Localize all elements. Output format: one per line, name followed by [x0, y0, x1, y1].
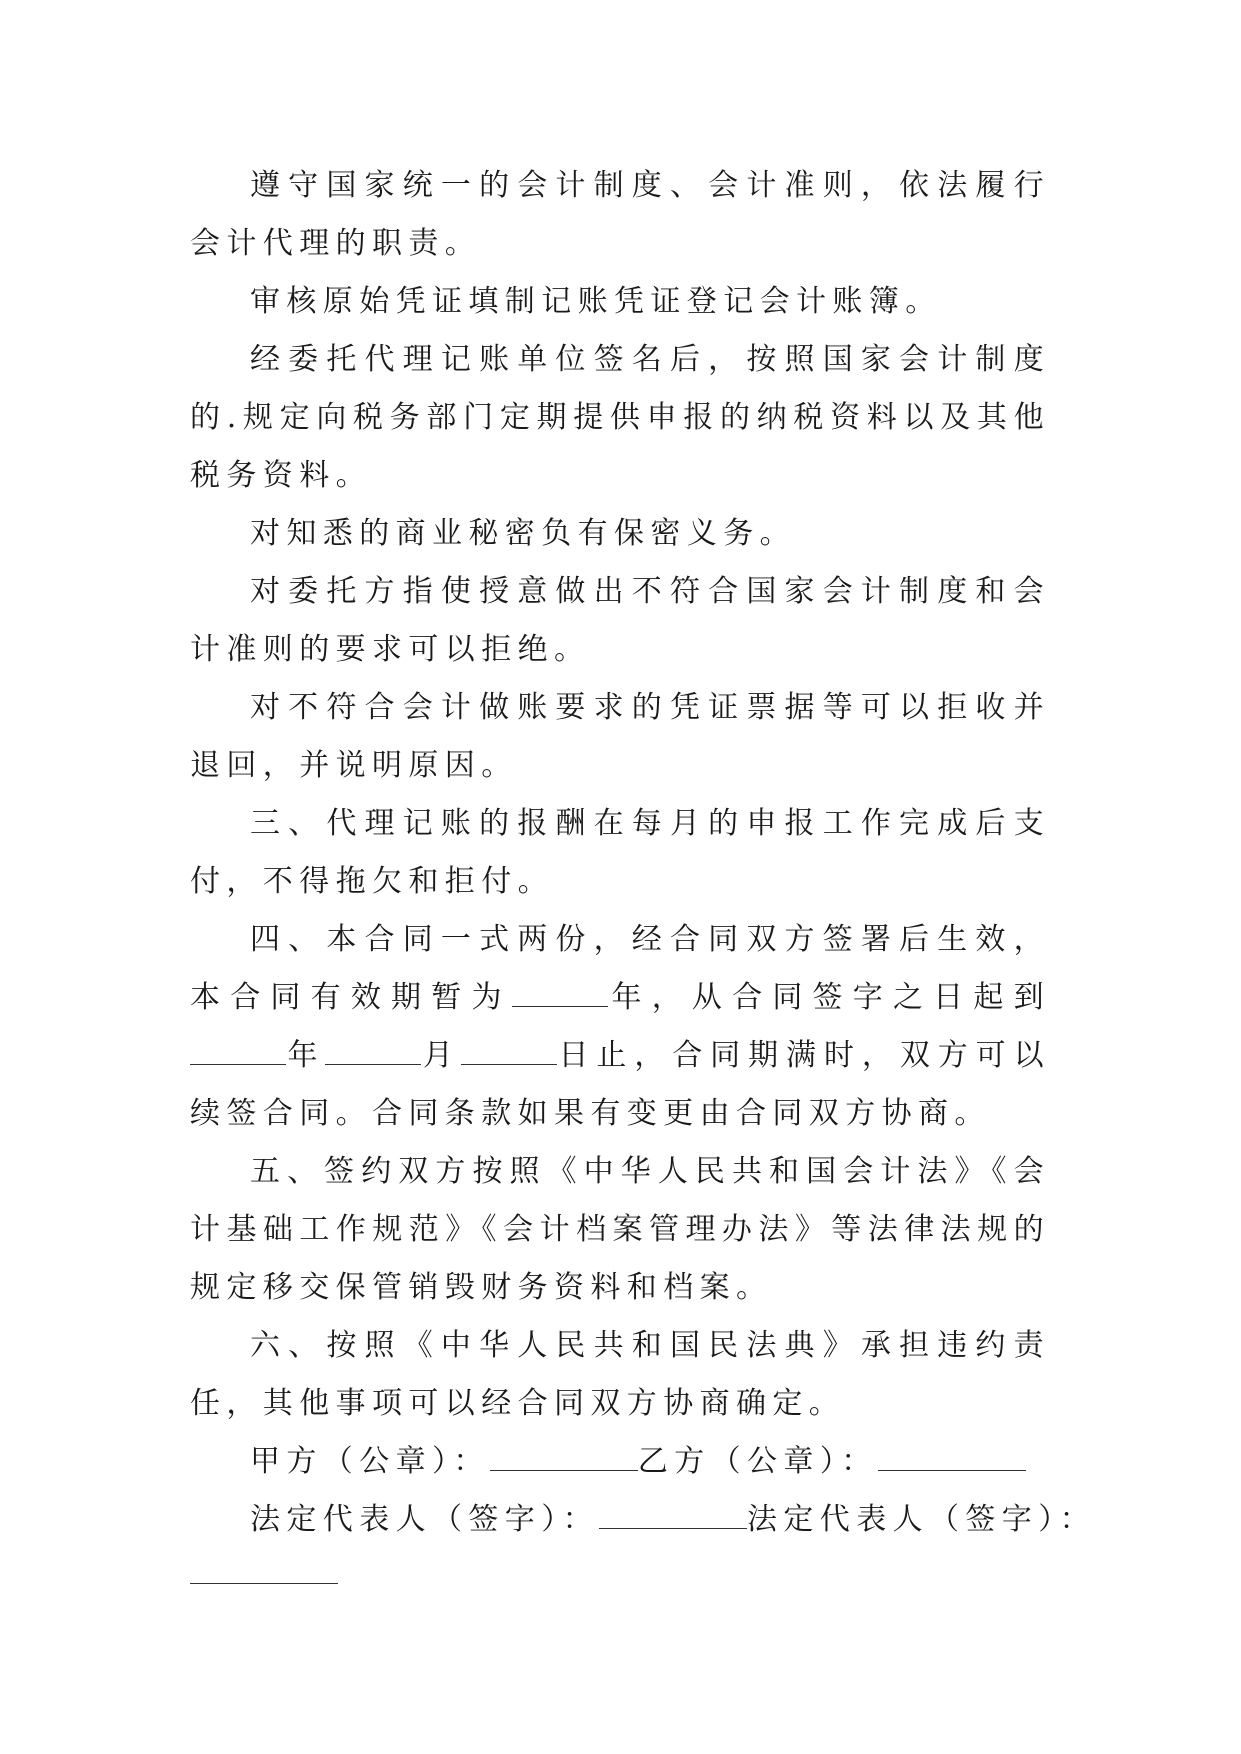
clause-six-liability: 六、按照《中华人民共和国民法典》承担违约责任，其他事项可以经合同双方协商确定。 [190, 1328, 1050, 1421]
rep-a-label: 法定代表人（签字）： [250, 1502, 599, 1537]
party-a-label: 甲方（公章）： [250, 1444, 490, 1479]
party-b-seal-blank[interactable] [878, 1446, 1026, 1471]
paragraph-reject-vouchers: 对不符合会计做账要求的凭证票据等可以拒收并退回，并说明原因。 [190, 690, 1050, 783]
clause-four-text-4: 月 [421, 1038, 461, 1073]
rep-b-signature-blank[interactable] [190, 1582, 338, 1584]
clause-four-text-3: 年 [286, 1038, 326, 1073]
paragraph-review-vouchers: 审核原始凭证填制记账凭证登记会计账簿。 [250, 284, 942, 319]
blank-end-day[interactable] [461, 1040, 557, 1065]
party-a-seal-blank[interactable] [490, 1446, 638, 1471]
clause-four-term [190, 911, 1050, 1143]
paragraph-confidentiality: 对知悉的商业秘密负有保密义务。 [250, 516, 796, 551]
rep-a-signature-blank[interactable] [599, 1504, 747, 1529]
blank-end-year[interactable] [190, 1040, 286, 1065]
clause-three-payment: 三、代理记账的报酬在每月的申报工作完成后支付，不得拖欠和拒付。 [190, 806, 1050, 899]
signature-line-parties [190, 1433, 1050, 1491]
blank-term-years[interactable] [512, 982, 608, 1007]
signature-line-representatives [190, 1491, 1096, 1549]
blank-end-month[interactable] [325, 1040, 421, 1065]
paragraph-refuse-instructions: 对委托方指使授意做出不符合国家会计制度和会计准则的要求可以拒绝。 [190, 574, 1050, 667]
paragraph-duties: 遵守国家统一的会计制度、会计准则，依法履行会计代理的职责。 [190, 168, 1050, 261]
clause-four-text-5: 日止，合同期满时，双方可以续签合同。合同条款如果有变更由合同双方协商。 [190, 1038, 1051, 1131]
document-body [190, 157, 1096, 1584]
clause-four-text-2: 年，从合同签字之日起到 [607, 980, 1050, 1015]
rep-b-label: 法定代表人（签字）： [747, 1502, 1096, 1537]
clause-five-archives: 五、签约双方按照《中华人民共和国会计法》《会计基础工作规范》《会计档案管理办法》等法律法规的规定移交保管销毁财务资料和档案。 [190, 1154, 1050, 1305]
party-b-label: 乙方（公章）： [637, 1444, 878, 1479]
clause-four-text-1: 四、本合同一式两份，经合同双方签署后生效，本合同有效期暂为 [190, 922, 1050, 1015]
paragraph-tax-filing: 经委托代理记账单位签名后，按照国家会计制度的.规定向税务部门定期提供申报的纳税资料以及其他税务资料。 [190, 342, 1050, 493]
